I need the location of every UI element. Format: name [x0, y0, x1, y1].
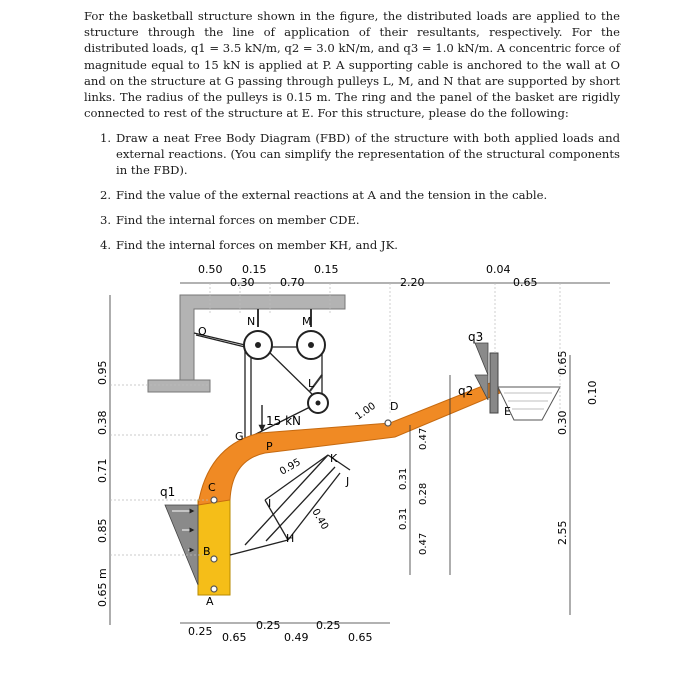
- dim-inner: 0.47: [418, 427, 429, 450]
- dim-top: 0.50: [198, 263, 223, 276]
- label-d: D: [390, 400, 399, 413]
- backboard: [490, 353, 498, 413]
- dim-inner: 0.95: [278, 456, 303, 478]
- dim-left: 0.85: [96, 518, 109, 543]
- dim-inner: 0.28: [418, 482, 429, 505]
- pulley-m: [297, 331, 325, 359]
- task-item: [100, 212, 620, 228]
- task-text: Draw a neat Free Body Diagram (FBD) of the structure with both applied loads and external reactions. (You can simplify the representation of the structural components in the FBD).: [116, 131, 620, 177]
- task-text: Find the internal forces on member CDE.: [116, 213, 360, 227]
- label-g: G: [235, 430, 244, 443]
- label-l: L: [308, 377, 315, 390]
- label-q1: q1: [160, 485, 176, 499]
- dim-bottom: 0.49: [284, 631, 309, 644]
- task-text: Find the value of the external reactions at A and the tension in the cable.: [116, 188, 548, 202]
- dim-left: 0.65 m: [96, 568, 109, 607]
- label-i: I: [268, 497, 272, 510]
- dim-top: 0.30: [230, 276, 255, 289]
- task-list: [100, 130, 620, 262]
- task-number: 3.: [100, 213, 112, 227]
- pulley-n: [244, 331, 272, 359]
- dim-bottom: 0.25: [256, 619, 281, 632]
- label-p: P: [266, 440, 273, 453]
- task-number: 4.: [100, 238, 112, 252]
- label-c: C: [208, 481, 216, 494]
- label-j: J: [346, 475, 350, 488]
- dim-top: 0.70: [280, 276, 305, 289]
- task-item: [100, 237, 620, 253]
- dim-inner: 0.31: [398, 467, 409, 490]
- label-h: H: [286, 532, 295, 545]
- net-lines: [504, 393, 552, 409]
- task-number: 2.: [100, 188, 112, 202]
- dim-top: 2.20: [400, 276, 425, 289]
- label-a: A: [206, 595, 214, 608]
- load-q3-triangle: [475, 343, 488, 375]
- dim-right: 2.55: [556, 520, 569, 545]
- dim-right: 0.65: [556, 350, 569, 375]
- dim-top: 0.65: [513, 276, 538, 289]
- structure-figure: [90, 255, 620, 685]
- dim-bottom: 0.65: [348, 631, 373, 644]
- dim-bottom: 0.25: [316, 619, 341, 632]
- label-n: N: [247, 315, 256, 328]
- dim-left: 0.38: [96, 410, 109, 435]
- label-m: M: [302, 315, 312, 328]
- dim-bottom: 0.25: [188, 625, 213, 638]
- pulley-l: [308, 393, 328, 413]
- dim-inner: 0.31: [398, 507, 409, 530]
- dim-bottom: 0.65: [222, 631, 247, 644]
- dim-inner: 1.00: [353, 400, 378, 423]
- task-number: 1.: [100, 131, 112, 145]
- task-text: Find the internal forces on member KH, and JK.: [116, 238, 398, 252]
- dim-left: 0.95: [96, 360, 109, 385]
- dim-top: 0.15: [242, 263, 267, 276]
- task-item: [100, 187, 620, 203]
- label-o: O: [198, 325, 207, 338]
- task-item: [100, 130, 620, 178]
- dim-left: 0.71: [96, 458, 109, 483]
- dim-right: 0.10: [586, 380, 599, 405]
- dim-inner: 0.47: [418, 532, 429, 555]
- wall-foot: [148, 380, 210, 392]
- label-15kn: 15 kN: [266, 414, 302, 428]
- dim-inner: 0.40: [309, 507, 331, 532]
- problem-statement: For the basketball structure shown in the figure, the distributed loads are applied to the structure through the line of application of their resultants, respectively. For the distributed loads, q1 = 3.5 kN/m, q2 = 3.0 kN/m, and q3 = 1.0 kN/m. A concentric force of magnitude equal to 15 kN is applied at P. A supporting cable is anchored to the wall at O and on the structure at G passing through pulleys L, M, and N that are supported by short links. The radius of the pulleys is 0.15 m. The ring and the panel of the basket are rigidly connected to rest of the structure at E. For this structure, please do the following:: [84, 9, 620, 121]
- label-q2: q2: [458, 384, 474, 398]
- dim-top: 0.15: [314, 263, 339, 276]
- label-k: K: [330, 452, 338, 465]
- dim-right: 0.30: [556, 410, 569, 435]
- load-q1-triangle: [165, 505, 198, 585]
- label-q3: q3: [468, 330, 484, 344]
- label-b: B: [203, 545, 211, 558]
- dim-top: 0.04: [486, 263, 511, 276]
- label-e: E: [504, 405, 511, 418]
